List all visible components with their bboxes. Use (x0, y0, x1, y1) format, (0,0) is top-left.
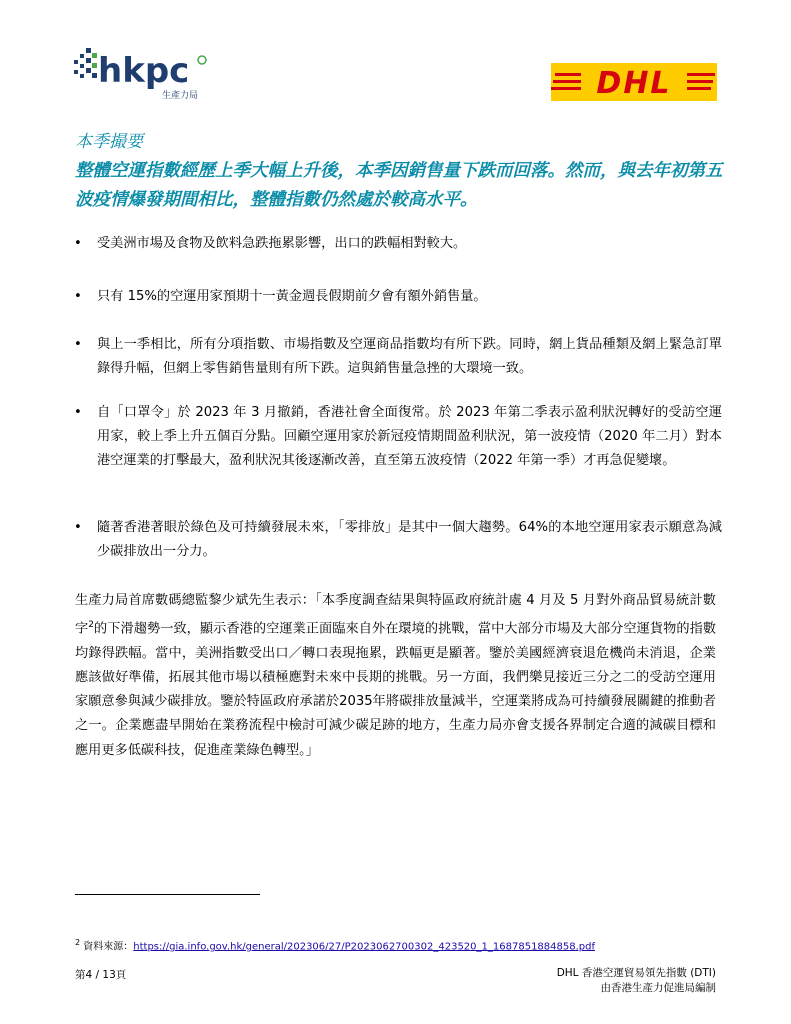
bullet-marker: • (74, 520, 82, 535)
hkpc-logo-subtitle: 生產力局 (162, 91, 199, 101)
quote-text-end: 的下滑趨勢一致，顯示香港的空運業正面臨來自外在環境的挑戰，當中大部分市場及大部分空運貨物的指數均錄得跌幅。當中，美洲指數受出口／轉口表現拖累，跌幅更是顯著。鑒於美國經濟衰退危機尚未消退，企業應該做好準備，拓展其他市場以積極應對未來中長期的挑戰。另一方面，我們樂見接近三分之二的受訪空運用家願意參與減少碳排放。鑒於特區政府承諾於2035年將碳排放量減半，空運業將成為可持續發展關鍵的推動者之一。企業應盡早開始在業務流程中檢討可減少碳足跡的地方，生產力局亦會支援各界制定合適的減碳目標和應用更多低碳科技，促進產業綠色轉型。」 (75, 621, 717, 758)
hkpc-dot-pattern (74, 48, 97, 78)
dhl-logo-graphic (551, 63, 717, 101)
dhl-logo (551, 63, 717, 101)
list-item (72, 401, 722, 473)
quote-text-start: 生產力局首席數碼總監黎少斌先生表示：「本季度調查結果與特區政府統計處 4 月及 5 月對外商品貿易統計數字 (75, 593, 716, 637)
bullet-text: 隨著香港著眼於綠色及可持續發展未來，「零排放」是其中一個大趨勢。64%的本地空運用家表示願意為減少碳排放出一分力。 (97, 520, 722, 559)
footer-compiler: 由香港生產力促進局編制 (600, 982, 716, 994)
hkpc-logo-text: hkpc (98, 51, 190, 91)
hkpc-logo-graphic (72, 44, 212, 106)
bullet-text: 只有 15%的空運用家預期十一黃金週長假期前夕會有額外銷售量。 (97, 289, 487, 304)
hkpc-logo (72, 44, 212, 106)
section-title: 本季撮要 (75, 132, 143, 152)
bullet-marker: • (74, 405, 82, 420)
bullet-text: 受美洲市場及食物及飲料急跌拖累影響，出口的跌幅相對較大。 (97, 236, 467, 251)
footer-publisher (470, 966, 716, 996)
footer-report-name: DHL 香港空運貿易領先指數 (DTI) (556, 967, 716, 979)
list-item (72, 333, 722, 381)
dhl-logo-text: DHL (596, 66, 672, 101)
director-quote (75, 589, 716, 763)
list-item (72, 232, 722, 256)
bullet-text: 與上一季相比，所有分項指數、市場指數及空運商品指數均有所下跌。同時，網上貨品種類及網上緊急訂單錄得升幅，但網上零售銷售量則有所下跌。這與銷售量急挫的大環境一致。 (97, 337, 722, 376)
bullet-marker: • (74, 289, 82, 304)
bullet-text: 自「口罩令」於 2023 年 3 月撤銷，香港社會全面復常。於 2023 年第二季表示盈利狀況轉好的受訪空運用家，較上季上升五個百分點。回顧空運用家於新冠疫情期間盈利狀況，第一波疫情（2020 年二月）對本港空運業的打擊最大，盈利狀況其後逐漸改善，直至第五波疫情（2022 年第一季）才再急促變壞。 (97, 405, 722, 468)
list-item (72, 516, 722, 564)
bullet-marker: • (74, 236, 82, 251)
bullet-marker: • (74, 337, 82, 352)
footnote-divider (75, 894, 260, 895)
footnote-reference: 2 (88, 620, 94, 631)
footnote-source-link[interactable]: https://gia.info.gov.hk/general/202306/27/P2023062700302_423520_1_1687851884858.pdf (133, 941, 595, 953)
page-number: 第4 / 13頁 (75, 969, 127, 981)
list-item (72, 285, 722, 309)
footnote (75, 936, 595, 953)
footnote-label: 資料來源： (83, 941, 134, 953)
footnote-number: 2 (75, 938, 81, 947)
summary-headline: 整體空運指數經歷上季大幅上升後，本季因銷售量下跌而回落。然而，與去年初第五波疫情爆發期間相比，整體指數仍然處於較高水平。 (75, 161, 723, 210)
